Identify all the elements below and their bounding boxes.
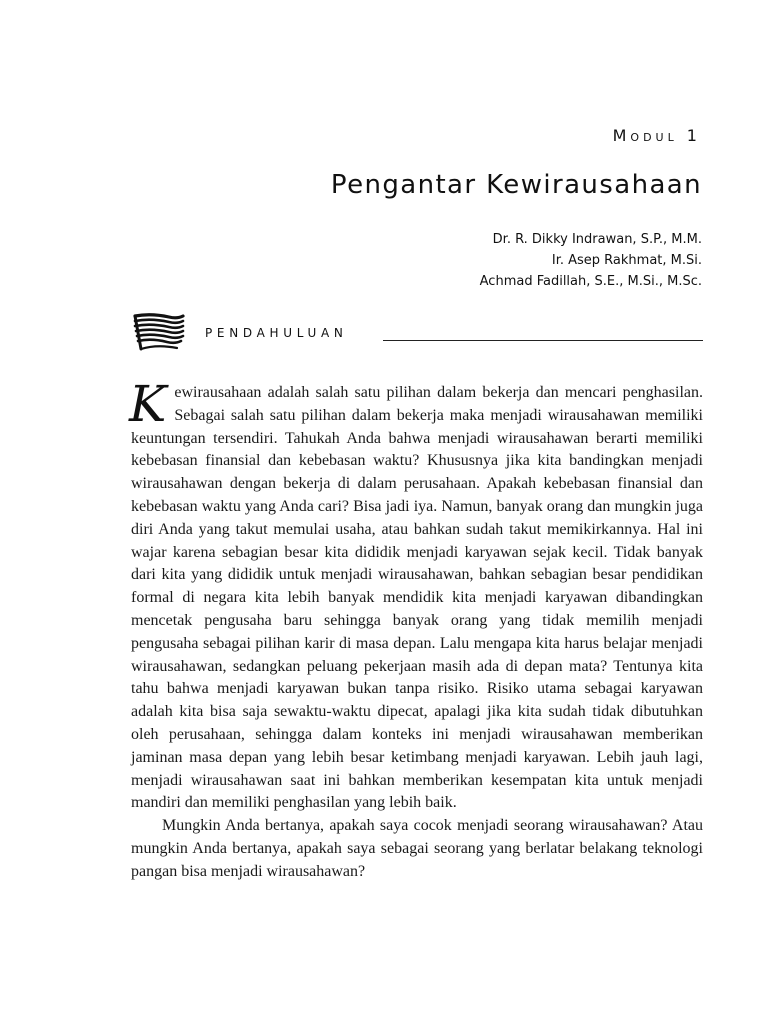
body-text [129,375,703,884]
section-label: PENDAHULUAN [205,326,348,340]
paragraph [129,375,703,815]
book-pages-icon [131,312,187,352]
page-title: Pengantar Kewirausahaan [330,170,702,200]
author-list [480,229,702,292]
module-label: Modul 1 [612,126,701,145]
drop-cap: K [129,375,167,433]
section-divider [383,340,703,341]
paragraph-text: ewirausahaan adalah salah satu pilihan dalam bekerja dan mencari penghasilan. Sebagai salah satu pilihan dalam bekerja maka menjadi wirausahawan memiliki keuntungan tersendiri. Tahukah Anda bahwa menjadi wirausahawan berarti memiliki kebebasan finansial dan kebebasan waktu? Khususnya jika kita bandingkan menjadi wirausahawan dengan bekerja di dalam perusahaan. Apakah kebebasan finansial dan kebebasan waktu yang Anda cari? Bisa jadi iya. Namun, banyak orang dan mungkin juga diri Anda yang takut memulai usaha, atau bahkan sudah takut memikirkannya. Hal ini wajar karena sebagian besar kita dididik menjadi karyawan sejak kecil. Tidak banyak dari kita yang dididik untuk menjadi wirausahawan, bahkan sebagian besar pendidikan formal di negara kita lebih banyak mendidik kita menjadi karyawan dibandingkan mencetak pengusaha baru sehingga banyak orang yang tidak memilih menjadi pengusaha sebagai pilihan karir di masa depan. Lalu mengapa kita harus belajar menjadi wirausahawan, sedangkan peluang pekerjaan masih ada di depan mata? Tentunya kita tahu bahwa menjadi karyawan bukan tanpa risiko. Risiko utama sebagai karyawan adalah kita bisa saja sewaktu-waktu dipecat, apalagi jika kita sudah tidak dibutuhkan oleh perusahaan, sehingga dalam konteks ini menjadi wirausahawan memberikan jaminan masa depan yang lebih besar ketimbang menjadi karyawan. Lebih jauh lagi, menjadi wirausahawan saat ini bahkan memberikan kesempatan kita untuk menjadi mandiri dan memiliki penghasilan yang lebih baik. [131,384,703,812]
author-name: Achmad Fadillah, S.E., M.Si., M.Sc. [479,274,702,289]
author-name: Ir. Asep Rakhmat, M.Si. [551,253,702,268]
section-header [131,312,703,352]
author-name: Dr. R. Dikky Indrawan, S.P., M.M. [492,232,702,247]
paragraph: Mungkin Anda bertanya, apakah saya cocok menjadi seorang wirausahawan? Atau mungkin Anda bertanya, apakah saya sebagai seorang yang berlatar belakang teknologi pangan bisa menjadi wirausahawan? [131,817,703,880]
